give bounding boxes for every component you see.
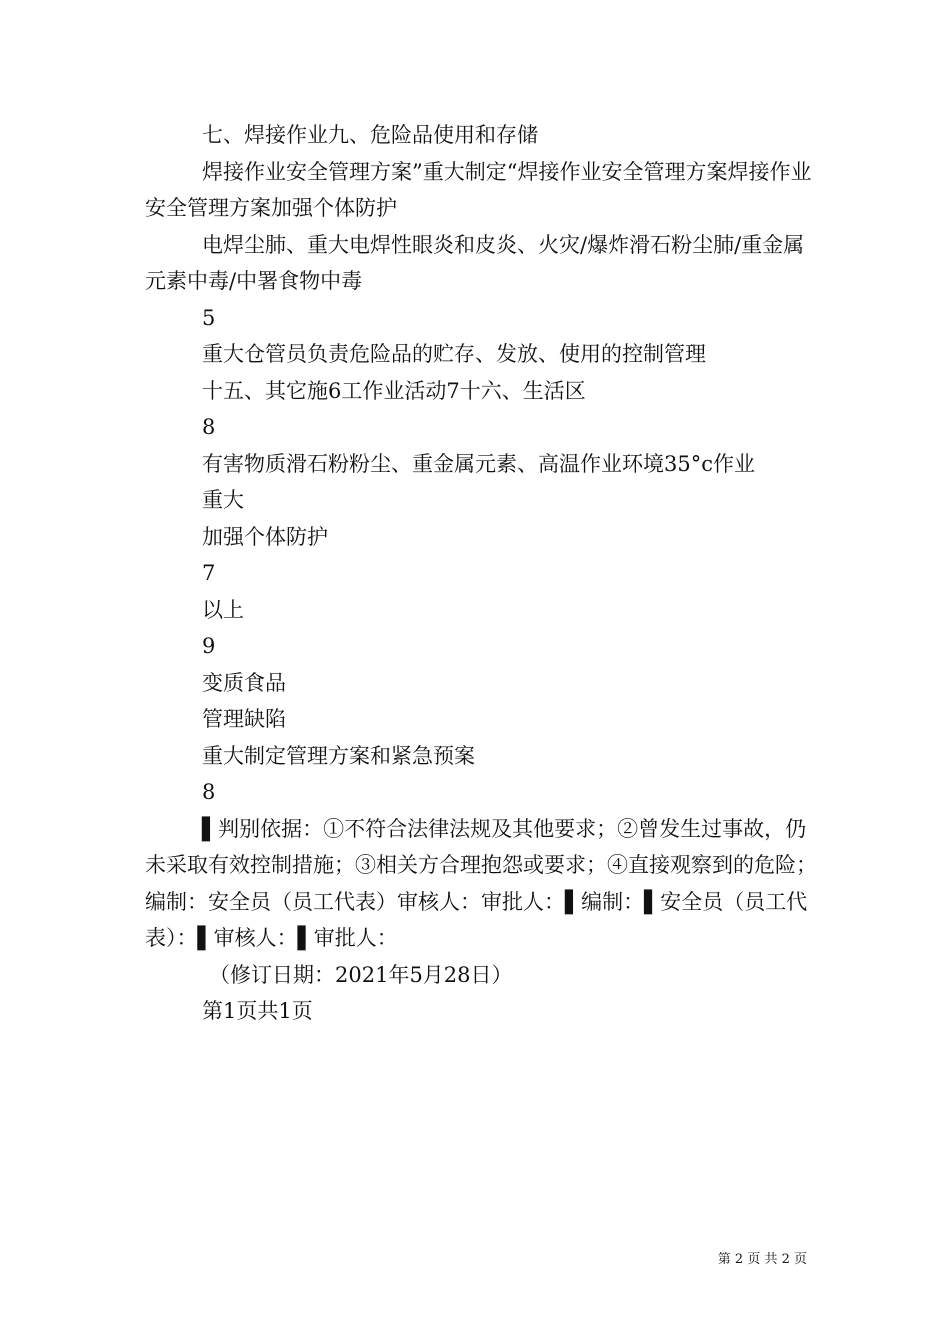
paragraph-harmful-substances: 有害物质滑石粉粉尘、重金属元素、高温作业环境35°c作业: [202, 451, 755, 476]
paragraph-storage-control: 重大仓管员负责危险品的贮存、发放、使用的控制管理: [202, 342, 706, 366]
paragraph-number-9: 9: [202, 634, 216, 658]
revision-date: （修订日期：2021年5月28日）: [209, 962, 513, 987]
paragraph-management-defect: 管理缺陷: [202, 707, 286, 731]
inner-page-count: 第1页共1页: [202, 999, 313, 1023]
paragraph-above: 以上: [202, 597, 244, 622]
page-footer: 第 2 页 共 2 页: [717, 1252, 807, 1267]
paragraph-number-8b: 8: [202, 780, 216, 804]
paragraph-welding-hazards: 电焊尘肺、重大电焊性眼炎和皮炎、火灾/爆炸滑石粉尘肺/重金属元素中毒/中署食物中毒: [145, 232, 805, 293]
paragraph-welding-plan: 焊接作业安全管理方案”重大制定“焊接作业安全管理方案焊接作业安全管理方案加强个体防护: [145, 159, 812, 220]
paragraph-major: 重大: [202, 488, 244, 512]
document-body: [145, 117, 825, 1030]
heading-welding-hazardous: 七、焊接作业九、危险品使用和存储: [202, 123, 538, 147]
paragraph-emergency-plan: 重大制定管理方案和紧急预案: [202, 743, 475, 768]
paragraph-criteria: ▌判别依据：①不符合法律法规及其他要求；②曾发生过事故，仍未采取有效控制措施；③相关方合理抱怨或要求；④直接观察到的危险；编制：安全员（员工代表）审核人：审批人：▌编制：▌安全员（员工代表）：▌审核人：▌审批人：: [145, 816, 817, 950]
paragraph-number-7: 7: [202, 561, 216, 585]
paragraph-personal-protection: 加强个体防护: [202, 524, 328, 549]
paragraph-number-5: 5: [202, 305, 216, 330]
paragraph-spoiled-food: 变质食品: [202, 670, 286, 695]
paragraph-number-8a: 8: [202, 415, 216, 439]
heading-other-construction: 十五、其它施6工作业活动7十六、生活区: [202, 378, 586, 403]
